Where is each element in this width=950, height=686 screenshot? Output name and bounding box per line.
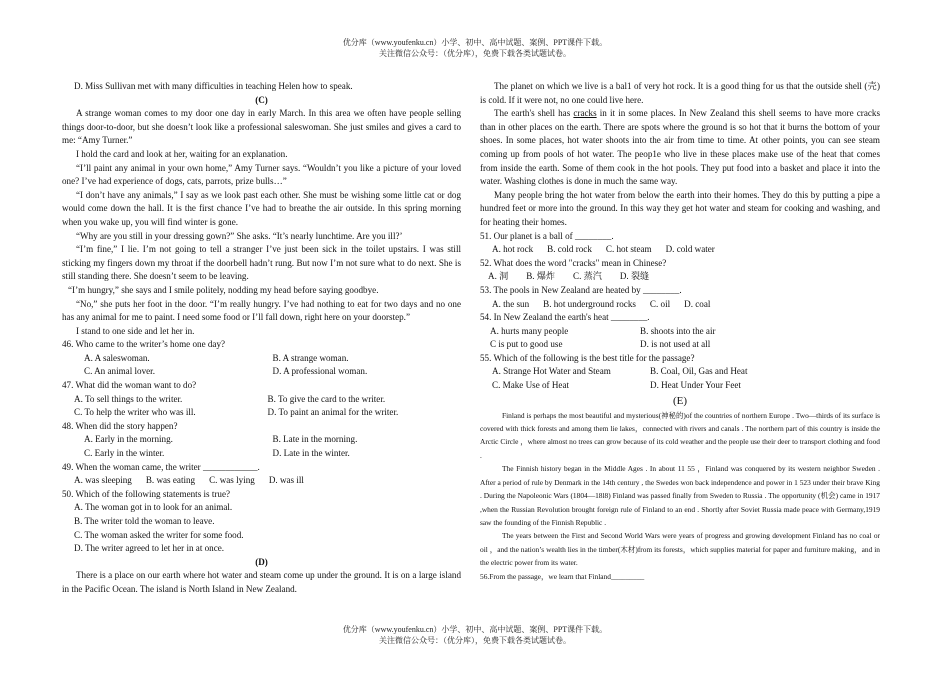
- page-header: [0, 37, 950, 59]
- question-options: [62, 474, 461, 488]
- question-stem: 52. What does the word "cracks" mean in Chinese?: [480, 257, 667, 268]
- question-stem: 48. When did the story happen?: [62, 420, 178, 431]
- footer-line-1: 优分库（www.youfenku.cn）小学、初中、高中试题、案例、PPT课件下载。: [342, 625, 608, 634]
- passage-c-paragraph: “I don’t have any animals,” I say as we look past each other. She must be wishing some little cat or dog would come down the hall. It is the first chance I’ve had to breathe the air outside. In this spring morning when you wake up, you will find winter is gone.: [62, 189, 461, 227]
- option-c: C. Make Use of Heat: [492, 380, 570, 391]
- option-a: A. The woman got in to look for an animal.: [74, 502, 233, 513]
- option-b: B. shoots into the air: [640, 325, 716, 336]
- option-d: D. Heat Under Your Feet: [650, 380, 741, 391]
- header-line-2: 关注微信公众号：（优分库），免费下载各类试题试卷。: [379, 49, 571, 58]
- option-a: A. hurts many people: [490, 325, 569, 336]
- header-line-1: 优分库（www.youfenku.cn）小学、初中、高中试题、案例、PPT课件下载。: [342, 38, 608, 47]
- section-d-heading: (D): [255, 556, 268, 567]
- option-d: D. A professional woman.: [272, 366, 368, 377]
- passage-c-paragraph: “Why are you still in your dressing gown?” She asks. “It’s nearly lunchtime. Are you ill?’: [76, 230, 403, 241]
- option-c: C is put to good use: [490, 339, 563, 350]
- underlined-word-cracks: cracks: [573, 108, 597, 119]
- question-49: [62, 461, 461, 488]
- question-52: [480, 257, 880, 284]
- option-c: C. To help the writer who was ill.: [74, 407, 196, 418]
- question-56-stem: 56.From the passage，we learn that Finland_________: [480, 571, 645, 581]
- left-column: [62, 80, 461, 597]
- option-b: B. cold rock: [547, 244, 592, 255]
- passage-d-paragraph: The planet on which we live is a bal1 of very hot rock. It is a good thing for us that the outside shell (壳) is cold. If it were not, no one could live here.: [480, 81, 880, 105]
- option-b: B. 爆炸: [526, 271, 556, 282]
- passage-e-paragraph: Finland is perhaps the most beautiful and mysterious(神秘的)of the countries of northern Europe . Two—thirds of its surface is covered with thick forests and among them lie lakes，connected with rivers and canals . The northern part of this country is inside the Arctic Circle ，where almost no trees can grow because of its cold weather and the people use their deer to transport clothing and food .: [480, 410, 880, 460]
- question-options: [480, 325, 880, 352]
- option-c: C. An animal lover.: [84, 366, 155, 377]
- question-stem: 55. Which of the following is the best title for the passage?: [480, 352, 695, 363]
- option-c: C. hot steam: [605, 244, 652, 255]
- passage-c-paragraph: “I’m hungry,” she says and I smile politely, nodding my head before saying goodbye.: [68, 284, 379, 295]
- option-d: D. The writer agreed to let her in at once.: [74, 543, 225, 554]
- option-a: A. hot rock: [492, 244, 534, 255]
- option-d: D. is not used at all: [640, 339, 711, 350]
- passage-c-paragraph: “I’m fine,” I lie. I’m not going to tell a stranger I’ve just been sick in the toilet upstairs. I was still sticking my fingers down my throat if the doorbell hadn’t rung. But now I’m not sure what to do next. She is still standing there. She doesn’t seem to be leaving.: [62, 244, 461, 282]
- option-a: A. Strange Hot Water and Steam: [492, 366, 611, 377]
- option-c: C. The woman asked the writer for some food.: [74, 529, 244, 540]
- passage-d-paragraph: Many people bring the hot water from below the earth into their homes. They do this by putting a pipe a hundred feet or more into the ground. In this way they get hot water and steam for cooking and washing, and for heating their homes.: [480, 189, 880, 227]
- text-run: in it in some places. In New Zealand this shell seems to have more cracks than in other places on the earth. There are spots where the ground is so hot that it burns the bottom of your shoes. In some places, hot water shoots into the air from time to time. At other points, you can see steam coming up from pools of hot water. The peop1e who live in these places make use of the heat that comes from inside the earth. Some of them cook in the hot pools. They put food into a basket and place it into the water. Washing clothes is done in much the same way.: [480, 108, 880, 187]
- option-a: A. 洞: [488, 271, 509, 282]
- question-stem: 50. Which of the following statements is true?: [62, 488, 231, 499]
- question-55: [480, 352, 880, 393]
- option-d: D. cold water: [665, 244, 715, 255]
- prev-question-option-d: D. Miss Sullivan met with many difficulties in teaching Helen how to speak.: [74, 81, 353, 91]
- passage-c-paragraph: “I’ll paint any animal in your own home,” Amy Turner says. “Wouldn’t you like a picture of your loved one? I’ve had experience of dogs, cats, parrots, prize bulls…”: [62, 162, 461, 187]
- question-options: [480, 243, 880, 257]
- passage-c-paragraph: I hold the card and look at her, waiting for an explanation.: [76, 148, 288, 159]
- question-stem: 54. In New Zealand the earth's heat ________.: [480, 312, 650, 323]
- option-b: B. Coal, Oil, Gas and Heat: [650, 366, 748, 377]
- option-b: B. To give the card to the writer.: [267, 393, 386, 404]
- passage-e-paragraph: The Finnish history began in the Middle Ages . In about 11 55 ，Finland was conquered by its western neighbor Sweden . After a period of rule by Denmark in the 14th century , the Swedes won back independence and power in 1 523 under their brave King . During the Napoleonic Wars (1804—18l8) Finland was passed finally from Sweden to Russia . The opportunity (机会) came in 1917 ,when the Russian Revolution brought foreign rule of Finland to an end . Shortly after Soviet Russia made peace with Germany,1919 saw the founding of the Finnish Republic .: [480, 464, 880, 527]
- passage-e-paragraph: The years between the First and Second World Wars were years of progress and growing development Finland has no coal or oil ，and the nation’s wealth lies in the timber(木材)from its forests，which supplies material for paper and furniture making，and in the electric power from its water.: [480, 531, 880, 568]
- question-options: [62, 433, 461, 460]
- question-51: [480, 230, 880, 257]
- question-options: [480, 270, 880, 284]
- option-b: B. Late in the morning.: [272, 434, 358, 445]
- option-a: A. the sun: [492, 298, 530, 309]
- question-50: [62, 488, 461, 556]
- question-options: [62, 393, 461, 420]
- option-d: D. was ill: [268, 475, 304, 486]
- option-c: C. oil: [649, 298, 671, 309]
- passage-d-intro: There is a place on our earth where hot water and steam come up under the ground. It is on a large island in the Pacific Ocean. The island is North Island in New Zealand.: [62, 570, 461, 594]
- option-d: D. Late in the winter.: [272, 448, 350, 459]
- page-footer: [0, 624, 950, 646]
- option-a: A. A saleswoman.: [84, 352, 150, 363]
- section-e-heading: (E): [672, 394, 688, 407]
- option-a: A. was sleeping: [74, 475, 132, 486]
- passage-c-paragraph: I stand to one side and let her in.: [76, 325, 195, 336]
- question-stem: 49. When the woman came, the writer ____________.: [62, 461, 260, 472]
- option-a: A. To sell things to the writer.: [74, 393, 183, 404]
- section-c-heading: (C): [255, 94, 268, 105]
- option-b: B. hot underground rocks: [543, 298, 636, 309]
- question-options: [480, 365, 880, 392]
- option-a: A. Early in the morning.: [84, 434, 173, 445]
- question-options: [62, 352, 461, 379]
- option-c: C. 蒸汽: [573, 271, 602, 282]
- question-stem: 46. Who came to the writer’s home one day?: [62, 339, 226, 350]
- right-column: [480, 80, 880, 583]
- passage-c-paragraph: “No,” she puts her foot in the door. “I’m really hungry. I’ve had nothing to eat for two days and no one has any animal for me to paint. I need some food or I’ll fall down, right here on your doorstep.”: [62, 298, 461, 323]
- passage-c-paragraph: A strange woman comes to my door one day in early March. In this area we often have people selling things door-to-door, but she doesn’t look like a professional saleswoman. She just smiles and gives a card to me: “Amy Turner.”: [62, 108, 461, 146]
- option-c: C. Early in the winter.: [84, 448, 165, 459]
- question-47: [62, 379, 461, 420]
- question-stem: 47. What did the woman want to do?: [62, 380, 197, 391]
- option-d: D. coal: [684, 298, 711, 309]
- option-d: D. To paint an animal for the writer.: [267, 407, 399, 418]
- question-stem: 51. Our planet is a ball of ________.: [480, 230, 614, 241]
- question-options: [480, 298, 880, 312]
- passage-d-paragraph: [480, 107, 880, 189]
- option-c: C. was lying: [209, 475, 255, 486]
- footer-line-2: 关注微信公众号：（优分库），免费下载各类试题试卷。: [379, 636, 571, 645]
- option-b: B. The writer told the woman to leave.: [74, 516, 215, 526]
- option-b: B. was eating: [145, 475, 196, 486]
- question-54: [480, 311, 880, 352]
- text-run: The earth's shell has: [494, 108, 574, 119]
- option-d: D. 裂缝: [619, 271, 650, 282]
- question-53: [480, 284, 880, 311]
- option-b: B. A strange woman.: [272, 352, 349, 363]
- passage-e: [480, 409, 880, 583]
- question-48: [62, 420, 461, 461]
- question-stem: 53. The pools in New Zealand are heated by ________.: [480, 284, 682, 295]
- question-46: [62, 338, 461, 379]
